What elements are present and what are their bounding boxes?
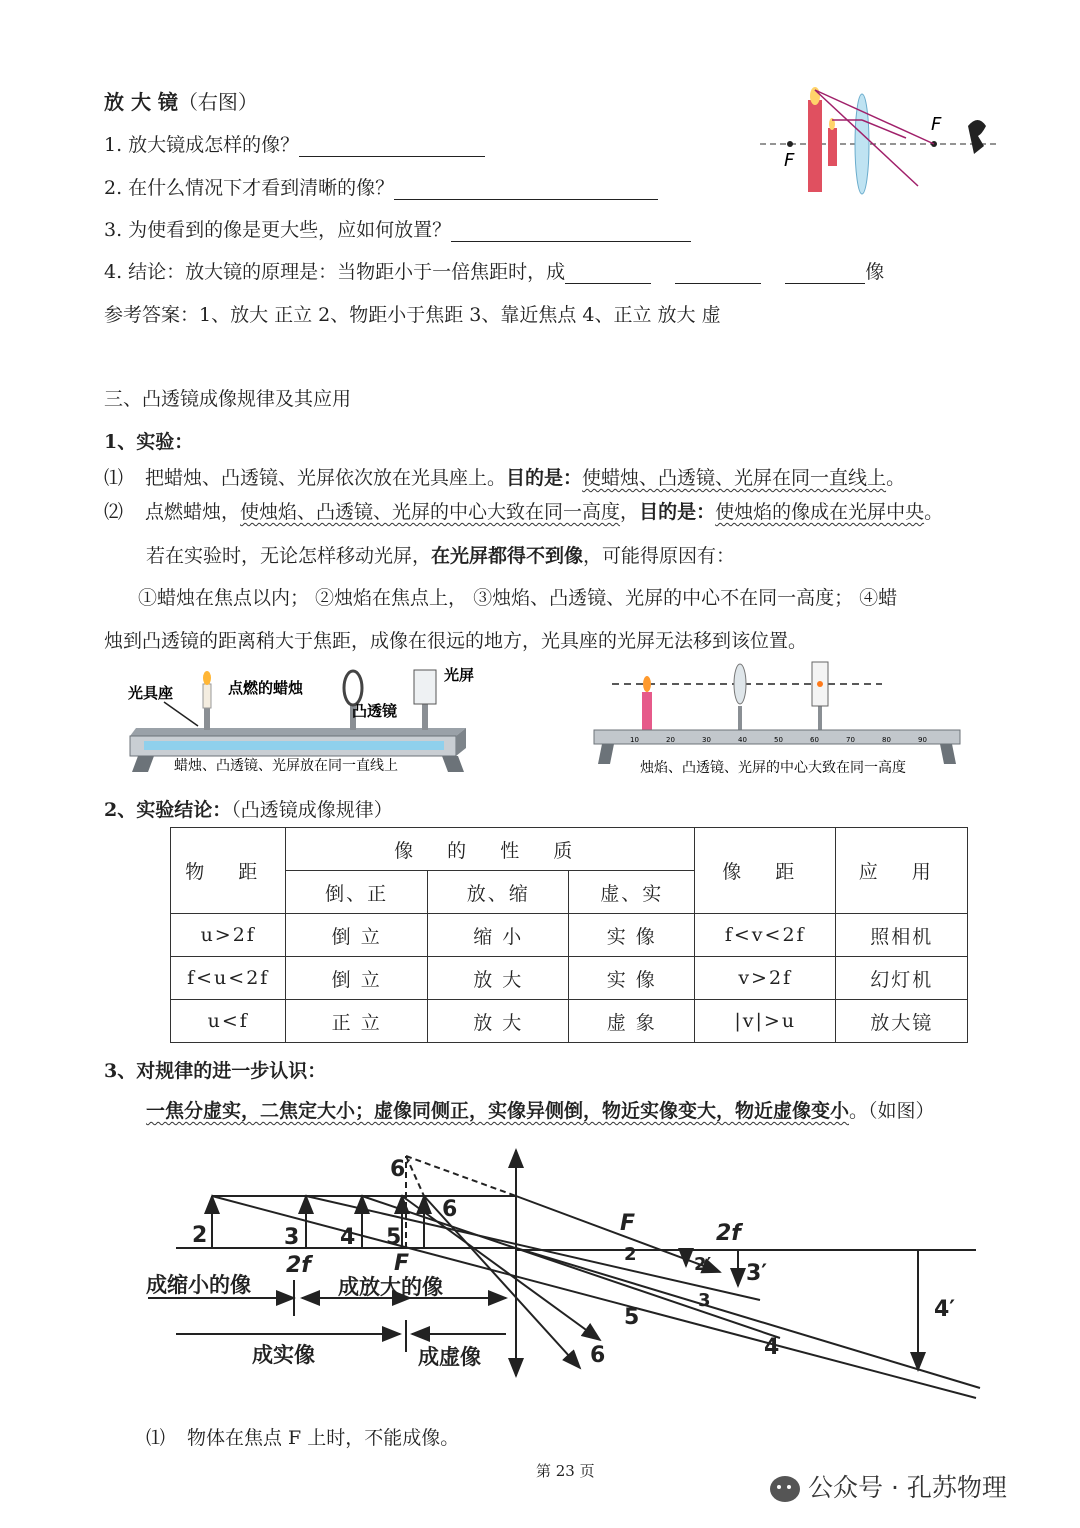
imaging-rules-table xyxy=(170,827,968,1043)
note-1-text: 物体在焦点 F 上时，不能成像。 xyxy=(187,1427,460,1449)
table-cell: 幻灯机 xyxy=(836,957,968,1000)
svg-text:60: 60 xyxy=(810,736,819,744)
question-3-text: 3. 为使看到的像是更大些，应如何放置？ xyxy=(104,219,452,241)
ray-label-3: 3 xyxy=(698,1290,711,1311)
table-cell: f<u<2f xyxy=(171,957,286,1000)
table-cell: 实 像 xyxy=(569,914,694,957)
two-f-left: 2f xyxy=(286,1253,311,1278)
conclusion-title-text: 2、实验结论： xyxy=(104,799,232,821)
answer-blank-2[interactable] xyxy=(394,183,658,200)
th-image-distance: 像 距 xyxy=(694,828,836,914)
bench-lens xyxy=(344,671,362,705)
ray-label-5: 5 xyxy=(624,1305,640,1330)
table-cell: v>2f xyxy=(694,957,836,1000)
svg-text:40: 40 xyxy=(738,736,747,744)
step-1-end: 。 xyxy=(886,467,906,489)
further-title: 3、对规律的进一步认识： xyxy=(104,1060,327,1082)
section3-heading: 三、凸透镜成像规律及其应用 xyxy=(104,388,352,410)
image-label-4p: 4′ xyxy=(934,1297,956,1322)
note-1-num: ⑴ xyxy=(146,1427,166,1449)
object-label-4: 4 xyxy=(340,1225,356,1250)
watermark xyxy=(770,1468,1007,1504)
step-1 xyxy=(104,463,905,490)
object-label-5: 5 xyxy=(386,1225,402,1250)
ray-label-2: 2 xyxy=(624,1244,637,1265)
fig-focal-right: F xyxy=(931,114,942,135)
mnemonic xyxy=(146,1096,935,1123)
svg-text:30: 30 xyxy=(702,736,711,744)
table-cell: 放 大 xyxy=(427,957,569,1000)
focal-right: F xyxy=(620,1211,636,1236)
region-enlarged: 成放大的像 xyxy=(338,1275,443,1299)
table-cell: |v|>u xyxy=(694,1000,836,1043)
table-cell: 倒 立 xyxy=(286,914,428,957)
label-bench: 光具座 xyxy=(128,684,174,702)
table-cell: 虚 象 xyxy=(569,1000,694,1043)
magnifier-title-text: 放 大 镜 xyxy=(104,90,178,114)
magnifier-title-note: （右图） xyxy=(177,90,258,114)
label-lens: 凸透镜 xyxy=(352,702,398,720)
table-cell: f<v<2f xyxy=(694,914,836,957)
step-2-purpose: 使烛焰的像成在光屏中央 xyxy=(715,501,925,523)
svg-text:90: 90 xyxy=(918,736,927,744)
svg-text:10: 10 xyxy=(630,736,639,744)
th-enlarged-reduced: 放、缩 xyxy=(427,871,569,914)
table-row xyxy=(171,957,968,1000)
mnemonic-end: 。（如图） xyxy=(849,1100,935,1122)
label-candle: 点燃的蜡烛 xyxy=(228,679,304,697)
bench-screen xyxy=(414,670,436,704)
failure-intro xyxy=(146,541,735,568)
question-1-text: 1. 放大镜成怎样的像？ xyxy=(104,134,300,156)
note-1 xyxy=(146,1423,459,1450)
reference-answer: 参考答案：1、放大 正立 2、物距小于焦距 3、靠近焦点 4、正立 放大 虚 xyxy=(104,304,721,326)
magnifier-title xyxy=(104,86,258,115)
image-label-2p: 2′ xyxy=(694,1254,712,1275)
reasons-line-1: ①蜡烛在焦点以内； ②烛焰在焦点上， ③烛焰、凸透镜、光屏的中心不在同一高度； ④蜡 xyxy=(138,587,898,609)
table-row xyxy=(171,914,968,957)
table-cell: 放 大 xyxy=(427,1000,569,1043)
step-1-purpose-label: 目的是： xyxy=(506,467,583,489)
th-object-distance: 物 距 xyxy=(171,828,286,914)
watermark-text: 公众号 · 孔苏物理 xyxy=(808,1473,1007,1502)
two-f-right: 2f xyxy=(716,1221,741,1246)
fig-focal-left: F xyxy=(784,150,795,171)
step-2-num: ⑵ xyxy=(104,501,124,523)
th-virtual-real: 虚、实 xyxy=(569,871,694,914)
question-1 xyxy=(104,130,485,157)
image-label-3p: 3′ xyxy=(746,1261,768,1286)
object-label-6: 6 xyxy=(442,1197,458,1222)
table-cell: u<f xyxy=(171,1000,286,1043)
step-1-purpose: 使蜡烛、凸透镜、光屏在同一直线上 xyxy=(582,467,887,489)
step-2-a: 点燃蜡烛， xyxy=(145,501,241,523)
th-inverted-upright: 倒、正 xyxy=(286,871,428,914)
wechat-icon xyxy=(770,1476,800,1502)
question-4-suffix: 像 xyxy=(865,261,885,283)
caption-right: 烛焰、凸透镜、光屏的中心大致在同一高度 xyxy=(640,760,906,776)
step-2-c: ， xyxy=(620,501,640,523)
answer-blank-4c[interactable] xyxy=(785,267,865,284)
svg-text:50: 50 xyxy=(774,736,783,744)
step-2-end: 。 xyxy=(924,501,944,523)
question-4-text: 4. 结论：放大镜的原理是：当物距小于一倍焦距时，成 xyxy=(104,261,566,283)
eye-observer-icon xyxy=(968,120,986,154)
conclusion-note: （凸透镜成像规律） xyxy=(231,799,393,821)
failure-c: ，可能得原因有： xyxy=(583,545,736,567)
height-alignment-figure xyxy=(592,656,968,780)
ray-label-4: 4 xyxy=(764,1335,780,1360)
table-row xyxy=(171,1000,968,1043)
question-3 xyxy=(104,215,691,242)
svg-text:20: 20 xyxy=(666,736,675,744)
answer-blank-4b[interactable] xyxy=(675,267,761,284)
image-label-6p: 6′ xyxy=(390,1157,412,1182)
mnemonic-text: 一焦分虚实，二焦定大小；虚像同侧正，实像异侧倒，物近实像变大，物近虚像变小 xyxy=(146,1100,850,1122)
table-cell: 放大镜 xyxy=(836,1000,968,1043)
question-2 xyxy=(104,173,658,200)
ruler-ticks xyxy=(630,736,927,744)
table-cell: u>2f xyxy=(171,914,286,957)
step-2-b: 使烛焰、凸透镜、光屏的中心大致在同一高度 xyxy=(240,501,621,523)
step-2 xyxy=(104,497,943,524)
reasons-line-2: 烛到凸透镜的距离稍大于焦距，成像在很远的地方，光具座的光屏无法移到该位置。 xyxy=(104,630,808,652)
th-image-properties: 像 的 性 质 xyxy=(286,828,695,871)
table-cell: 实 像 xyxy=(569,957,694,1000)
table-cell: 正 立 xyxy=(286,1000,428,1043)
ray-label-6: 6 xyxy=(590,1343,606,1368)
question-2-text: 2. 在什么情况下才看到清晰的像？ xyxy=(104,177,395,199)
ray-diagram xyxy=(140,1140,990,1410)
table-cell: 缩 小 xyxy=(427,914,569,957)
step-2-purpose-label: 目的是： xyxy=(639,501,716,523)
svg-text:70: 70 xyxy=(846,736,855,744)
region-real: 成实像 xyxy=(252,1343,315,1367)
step-1-num: ⑴ xyxy=(104,467,124,489)
caption-left: 蜡烛、凸透镜、光屏放在同一直线上 xyxy=(174,758,398,774)
virtual-candle xyxy=(808,100,822,192)
real-candle xyxy=(828,128,837,166)
failure-b: 在光屏都得不到像 xyxy=(431,545,584,567)
failure-a: 若在实验时，无论怎样移动光屏， xyxy=(146,545,432,567)
answer-blank-3[interactable] xyxy=(451,225,691,242)
label-screen: 光屏 xyxy=(444,666,475,684)
magnifier-figure xyxy=(756,86,1006,198)
object-label-3: 3 xyxy=(284,1225,300,1250)
table-cell: 倒 立 xyxy=(286,957,428,1000)
answer-blank-4a[interactable] xyxy=(565,267,651,284)
step-1-text: 把蜡烛、凸透镜、光屏依次放在光具座上。 xyxy=(145,467,507,489)
answer-blank-1[interactable] xyxy=(299,140,485,157)
question-4 xyxy=(104,257,884,284)
table-cell: 照相机 xyxy=(836,914,968,957)
conclusion-title xyxy=(104,795,393,822)
region-reduced: 成缩小的像 xyxy=(146,1273,251,1297)
focal-left: F xyxy=(394,1251,410,1276)
page-number: 第 23 页 xyxy=(536,1462,595,1480)
experiment-title: 1、实验： xyxy=(104,431,194,453)
object-label-2: 2 xyxy=(192,1223,208,1248)
th-application: 应 用 xyxy=(836,828,968,914)
optical-bench-figure xyxy=(124,664,480,780)
region-virtual: 成虚像 xyxy=(418,1345,481,1369)
svg-text:80: 80 xyxy=(882,736,891,744)
